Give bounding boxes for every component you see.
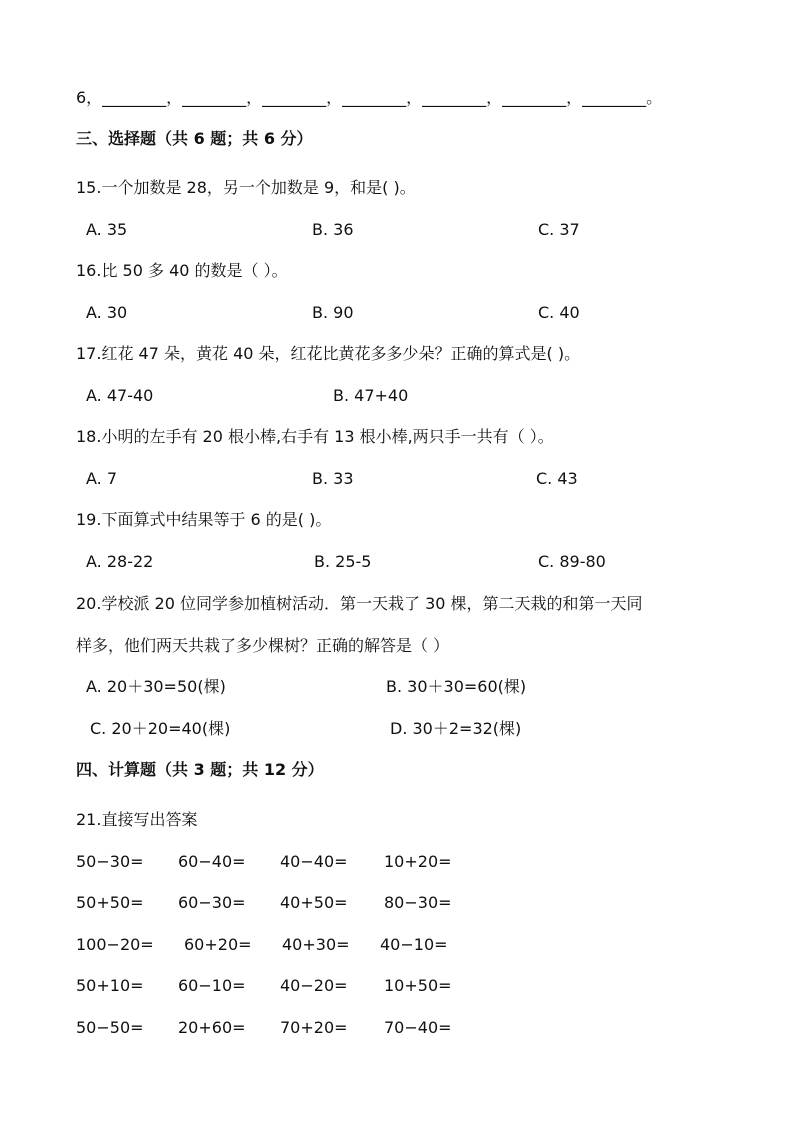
question-19-stem: 19.下面算式中结果等于 6 的是( )。 xyxy=(76,510,332,529)
blank-line: 6，________，________，________，________，________，________，________。 xyxy=(76,88,663,107)
question-20-stem-line-2: 样多，他们两天共栽了多少棵树？正确的解答是（ ） xyxy=(76,636,450,655)
calc-r1-c2: 60−40= xyxy=(178,852,246,871)
question-18-option-a[interactable]: A. 7 xyxy=(86,469,118,488)
section-title-choice: 三、选择题（共 6 题；共 6 分） xyxy=(76,129,313,148)
calc-r1-c3: 40−40= xyxy=(280,852,348,871)
question-15-option-b[interactable]: B. 36 xyxy=(312,220,354,239)
question-21-stem: 21.直接写出答案 xyxy=(76,810,198,829)
calc-r3-c1: 100−20= xyxy=(76,935,154,954)
calc-r4-c2: 60−10= xyxy=(178,976,246,995)
question-17-option-b[interactable]: B. 47+40 xyxy=(333,386,409,405)
question-19-option-c[interactable]: C. 89-80 xyxy=(538,552,606,571)
calc-r3-c3: 40+30= xyxy=(282,935,350,954)
question-15-stem: 15.一个加数是 28，另一个加数是 9，和是( )。 xyxy=(76,178,416,197)
question-19-option-b[interactable]: B. 25-5 xyxy=(314,552,372,571)
question-17-option-a[interactable]: A. 47-40 xyxy=(86,386,154,405)
question-16-option-c[interactable]: C. 40 xyxy=(538,303,580,322)
question-20-option-c[interactable]: C. 20＋20=40(棵) xyxy=(90,719,231,738)
calc-r5-c1: 50−50= xyxy=(76,1018,144,1037)
question-15-option-c[interactable]: C. 37 xyxy=(538,220,580,239)
calc-r1-c4: 10+20= xyxy=(384,852,452,871)
calc-r1-c1: 50−30= xyxy=(76,852,144,871)
question-18-option-b[interactable]: B. 33 xyxy=(312,469,354,488)
calc-r5-c3: 70+20= xyxy=(280,1018,348,1037)
question-20-option-d[interactable]: D. 30＋2=32(棵) xyxy=(390,719,522,738)
calc-r5-c2: 20+60= xyxy=(178,1018,246,1037)
question-18-option-c[interactable]: C. 43 xyxy=(536,469,578,488)
calc-r3-c4: 40−10= xyxy=(380,935,448,954)
question-19-option-a[interactable]: A. 28-22 xyxy=(86,552,154,571)
section-title-calc: 四、计算题（共 3 题；共 12 分） xyxy=(76,760,324,779)
question-15-option-a[interactable]: A. 35 xyxy=(86,220,128,239)
question-20-option-a[interactable]: A. 20＋30=50(棵) xyxy=(86,677,226,696)
calc-r2-c4: 80−30= xyxy=(384,893,452,912)
calc-r2-c1: 50+50= xyxy=(76,893,144,912)
calc-r5-c4: 70−40= xyxy=(384,1018,452,1037)
question-16-option-a[interactable]: A. 30 xyxy=(86,303,128,322)
question-17-stem: 17.红花 47 朵，黄花 40 朵，红花比黄花多多少朵？正确的算式是( )。 xyxy=(76,344,581,363)
calc-r4-c1: 50+10= xyxy=(76,976,144,995)
question-16-option-b[interactable]: B. 90 xyxy=(312,303,354,322)
question-18-stem: 18.小明的左手有 20 根小棒,右手有 13 根小棒,两只手一共有（ ）。 xyxy=(76,427,554,446)
question-16-stem: 16.比 50 多 40 的数是（ ）。 xyxy=(76,261,288,280)
calc-r2-c3: 40+50= xyxy=(280,893,348,912)
question-20-stem-line-1: 20.学校派 20 位同学参加植树活动．第一天栽了 30 棵，第二天栽的和第一天同 xyxy=(76,594,643,613)
calc-r4-c4: 10+50= xyxy=(384,976,452,995)
question-20-option-b[interactable]: B. 30＋30=60(棵) xyxy=(386,677,527,696)
calc-r2-c2: 60−30= xyxy=(178,893,246,912)
calc-r4-c3: 40−20= xyxy=(280,976,348,995)
calc-r3-c2: 60+20= xyxy=(184,935,252,954)
